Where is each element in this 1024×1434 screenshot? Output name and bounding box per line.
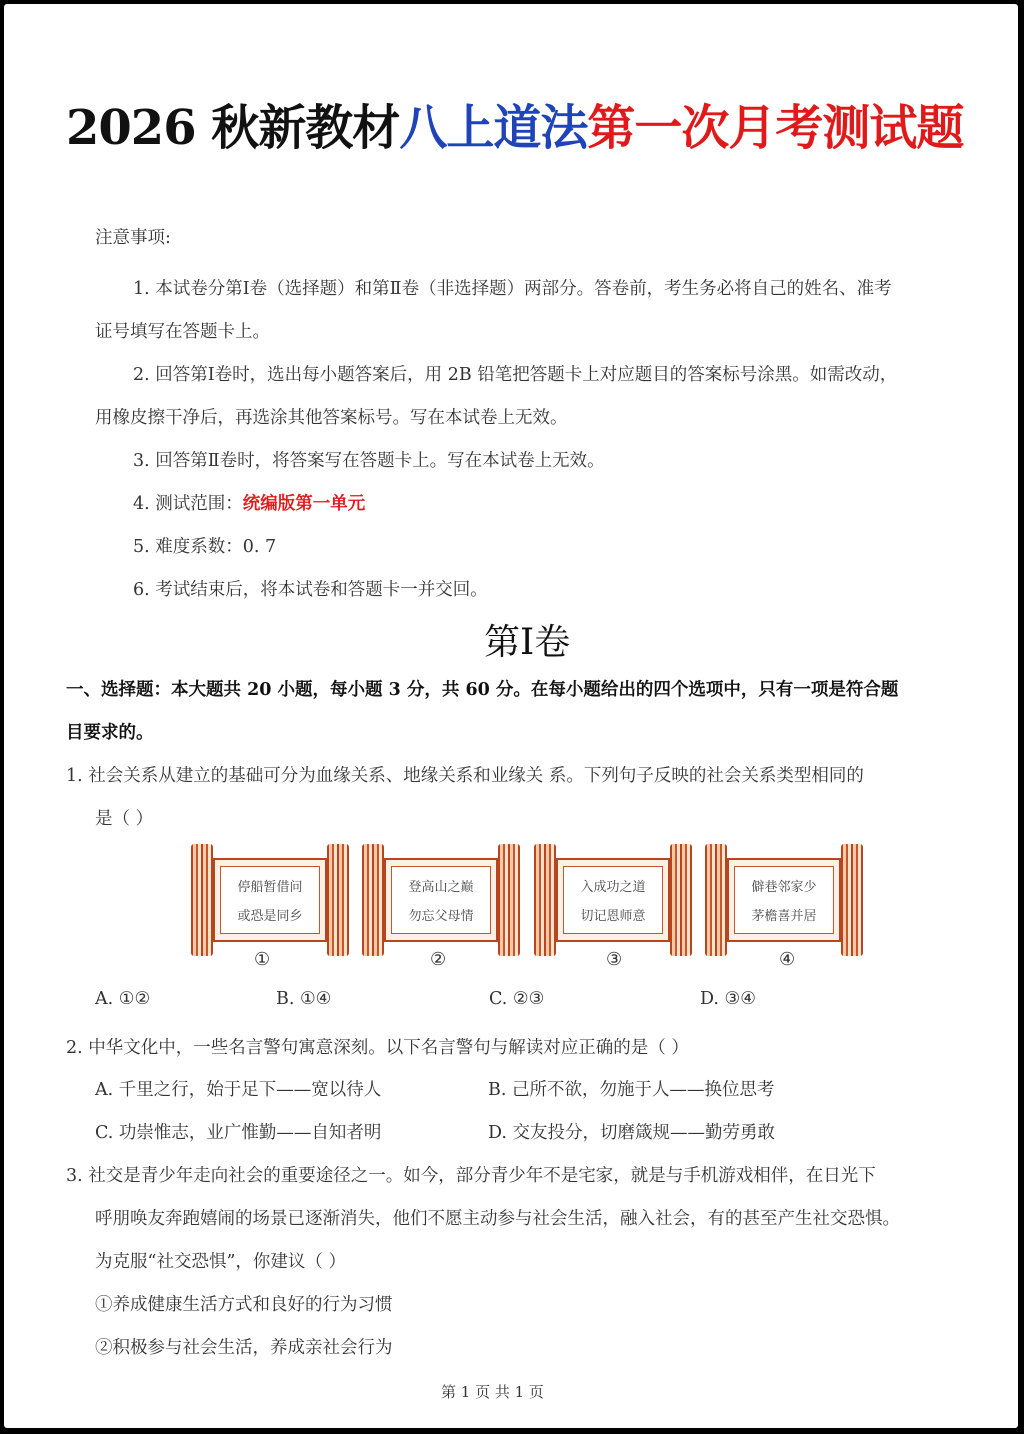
title-part-blue: 八上道法: [399, 100, 588, 156]
q1-option-a: A. ①②: [95, 989, 151, 1009]
q1-stem-line-2: 是（ ）: [95, 809, 154, 829]
title-part-red: 第一次月考测试题: [587, 100, 964, 156]
scroll-3-line-2: 切记恩师意: [580, 909, 646, 924]
notice-item-1-line-2: 证号填写在答题卡上。: [95, 322, 270, 342]
scroll-4-line-2: 茅檐喜并居: [751, 909, 817, 924]
notice-item-1-line-1: 1. 本试卷分第Ⅰ卷（选择题）和第Ⅱ卷（非选择题）两部分。答卷前，考生务必将自己的姓名、准考: [133, 279, 892, 299]
notice-item-5: 5. 难度系数：0. 7: [133, 537, 277, 557]
scroll-1-line-1: 停船暂借问: [237, 880, 303, 895]
notice-item-6: 6. 考试结束后，将本试卷和答题卡一并交回。: [133, 580, 488, 600]
q2-stem: 2. 中华文化中，一些名言警句寓意深刻。以下名言警句与解读对应正确的是（ ）: [66, 1038, 689, 1058]
q2-option-b: B. 己所不欲，勿施于人——换位思考: [488, 1080, 775, 1100]
scroll-2-line-2: 勿忘父母情: [408, 909, 474, 924]
notice-item-3: 3. 回答第Ⅱ卷时，将答案写在答题卡上。写在本试卷上无效。: [133, 451, 605, 471]
q3-stem-line-1: 3. 社交是青少年走向社会的重要途径之一。如今，部分青少年不是宅家，就是与手机游戏相伴，在日光下: [66, 1166, 876, 1186]
volume-title: 第Ⅰ卷: [484, 622, 571, 663]
section-instruction-line-1: 一、选择题：本大题共 20 小题，每小题 3 分，共 60 分。在每小题给出的四个选项中，只有一项是符合题: [66, 680, 899, 700]
scroll-image-3: [534, 844, 692, 956]
q3-item-1: ①养成健康生活方式和良好的行为习惯: [95, 1295, 393, 1315]
notice-item-4-prefix: 4. 测试范围：: [133, 494, 243, 514]
exam-page: [4, 4, 1018, 1428]
section-instruction-line-2: 目要求的。: [66, 723, 154, 743]
notice-item-4: [133, 490, 365, 515]
scroll-4-number: ④: [779, 949, 796, 970]
scroll-1-line-2: 或恐是同乡: [237, 909, 303, 924]
notice-item-2-line-1: 2. 回答第Ⅰ卷时，选出每小题答案后，用 2B 铅笔把答题卡上对应题目的答案标号涂黑。如需改动，: [133, 365, 898, 385]
scroll-4-line-1: 僻巷邻家少: [751, 880, 817, 895]
test-scope-highlight: 统编版第一单元: [242, 494, 366, 514]
q2-option-a: A. 千里之行，始于足下——宽以待人: [95, 1080, 382, 1100]
q1-option-d: D. ③④: [700, 989, 756, 1009]
scroll-image-2: [362, 844, 520, 956]
notice-item-2-line-2: 用橡皮擦干净后，再选涂其他答案标号。写在本试卷上无效。: [95, 408, 568, 428]
q2-option-d: D. 交友投分，切磨箴规——勤劳勇敢: [488, 1123, 776, 1143]
notice-heading: 注意事项:: [95, 228, 171, 248]
scroll-2-number: ②: [430, 949, 447, 970]
scroll-1-number: ①: [254, 949, 271, 970]
scroll-2-line-1: 登高山之巅: [408, 880, 474, 895]
scroll-3-line-1: 入成功之道: [580, 880, 646, 895]
scroll-image-1: [191, 844, 349, 956]
scroll-image-4: [705, 844, 863, 956]
exam-title: [66, 89, 963, 158]
q2-option-c: C. 功崇惟志，业广惟勤——自知者明: [95, 1123, 382, 1143]
q3-item-2: ②积极参与社会生活，养成亲社会行为: [95, 1338, 393, 1358]
q1-stem-line-1: 1. 社会关系从建立的基础可分为血缘关系、地缘关系和业缘关 系。下列句子反映的社会关系类型相同的: [66, 766, 864, 786]
title-part-black: 2026 秋新教材: [66, 100, 400, 156]
page-footer: 第 1 页 共 1 页: [441, 1383, 544, 1401]
q1-option-c: C. ②③: [489, 989, 545, 1009]
q1-option-b: B. ①④: [276, 989, 332, 1009]
q3-stem-line-3: 为克服“社交恐惧”，你建议（ ）: [95, 1252, 346, 1272]
scroll-3-number: ③: [606, 949, 623, 970]
q3-stem-line-2: 呼朋唤友奔跑嬉闹的场景已逐渐消失，他们不愿主动参与社会生活，融入社会，有的甚至产生社交恐惧。: [95, 1209, 900, 1229]
